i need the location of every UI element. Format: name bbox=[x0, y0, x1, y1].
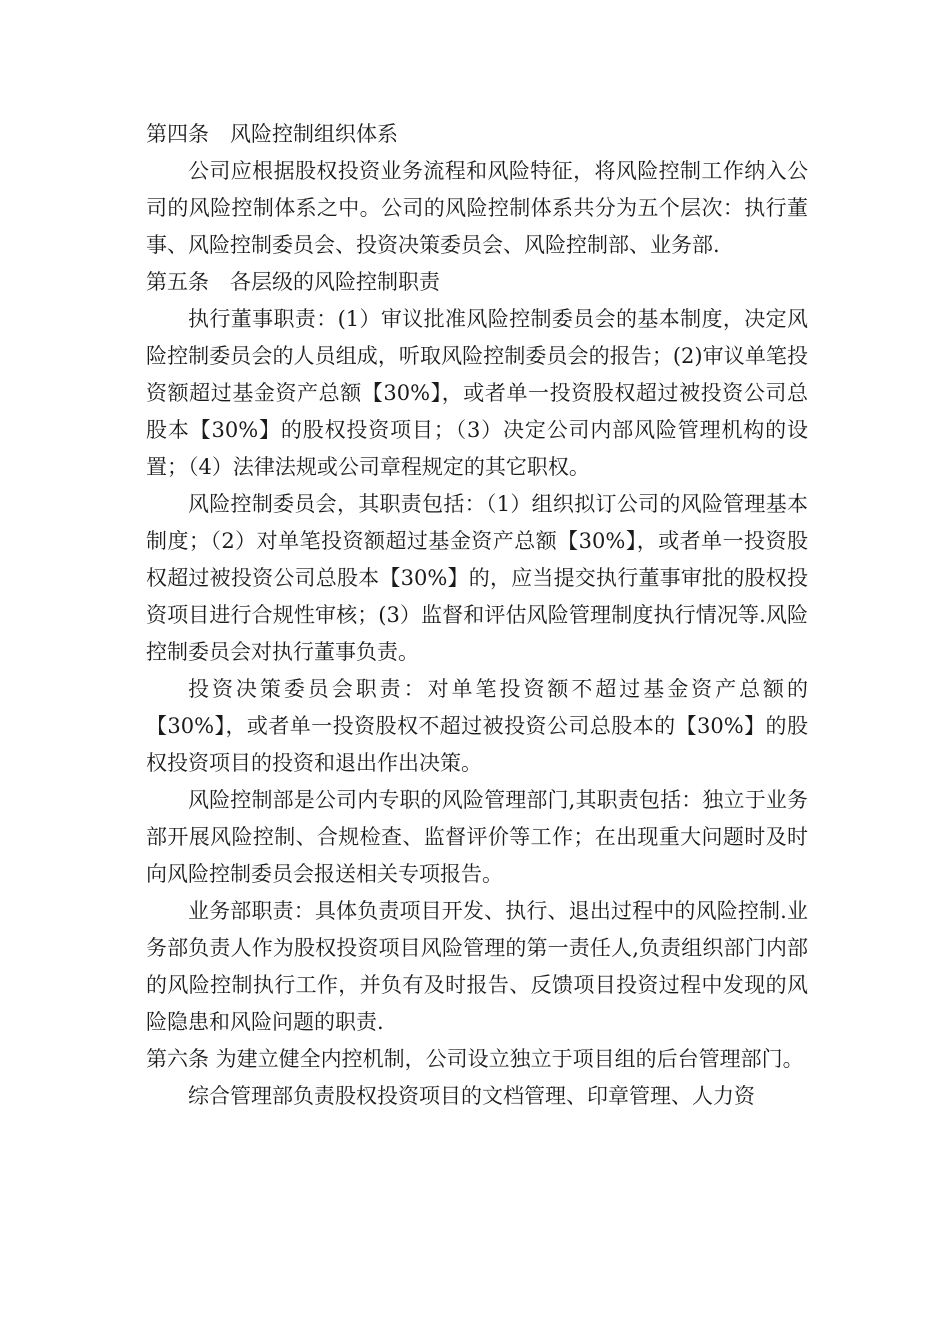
risk-control-dept-duties-paragraph: 风险控制部是公司内专职的风险管理部门,其职责包括：独立于业务部开展风险控制、合规检查、监督评价等工作；在出现重大问题时及时向风险控制委员会报送相关专项报告。 bbox=[146, 788, 808, 886]
section-6-heading: 第六条 为建立健全内控机制，公司设立独立于项目组的后台管理部门。 bbox=[146, 1047, 804, 1071]
document-body bbox=[146, 116, 808, 1115]
section-6-paragraph: 综合管理部负责股权投资项目的文档管理、印章管理、人力资 bbox=[188, 1084, 755, 1108]
business-dept-duties-paragraph: 业务部职责：具体负责项目开发、执行、退出过程中的风险控制.业务部负责人作为股权投资项目风险管理的第一责任人,负责组织部门内部的风险控制执行工作，并负有及时报告、反馈项目投资过程中发现的风险隐患和风险问题的职责. bbox=[146, 899, 808, 1034]
section-4-paragraph: 公司应根据股权投资业务流程和风险特征，将风险控制工作纳入公司的风险控制体系之中。公司的风险控制体系共分为五个层次：执行董事、风险控制委员会、投资决策委员会、风险控制部、业务部. bbox=[146, 159, 808, 257]
executive-director-duties-paragraph: 执行董事职责：(1）审议批准风险控制委员会的基本制度，决定风险控制委员会的人员组成，听取风险控制委员会的报告；(2)审议单笔投资额超过基金资产总额【30%】，或者单一投资股权超过被投资公司总股本【30%】的股权投资项目；（3）决定公司内部风险管理机构的设置；（4）法律法规或公司章程规定的其它职权。 bbox=[146, 307, 808, 479]
section-4-heading: 第四条 风险控制组织体系 bbox=[146, 122, 398, 146]
section-5-heading: 第五条 各层级的风险控制职责 bbox=[146, 270, 440, 294]
investment-committee-duties-paragraph: 投资决策委员会职责：对单笔投资额不超过基金资产总额的【30%】，或者单一投资股权不超过被投资公司总股本的【30%】的股权投资项目的投资和退出作出决策。 bbox=[146, 677, 808, 775]
risk-committee-duties-paragraph: 风险控制委员会，其职责包括：（1）组织拟订公司的风险管理基本制度；（2）对单笔投资额超过基金资产总额【30%】，或者单一投资股权超过被投资公司总股本【30%】的，应当提交执行董事审批的股权投资项目进行合规性审核；(3）监督和评估风险管理制度执行情况等.风险控制委员会对执行董事负责。 bbox=[146, 492, 808, 664]
